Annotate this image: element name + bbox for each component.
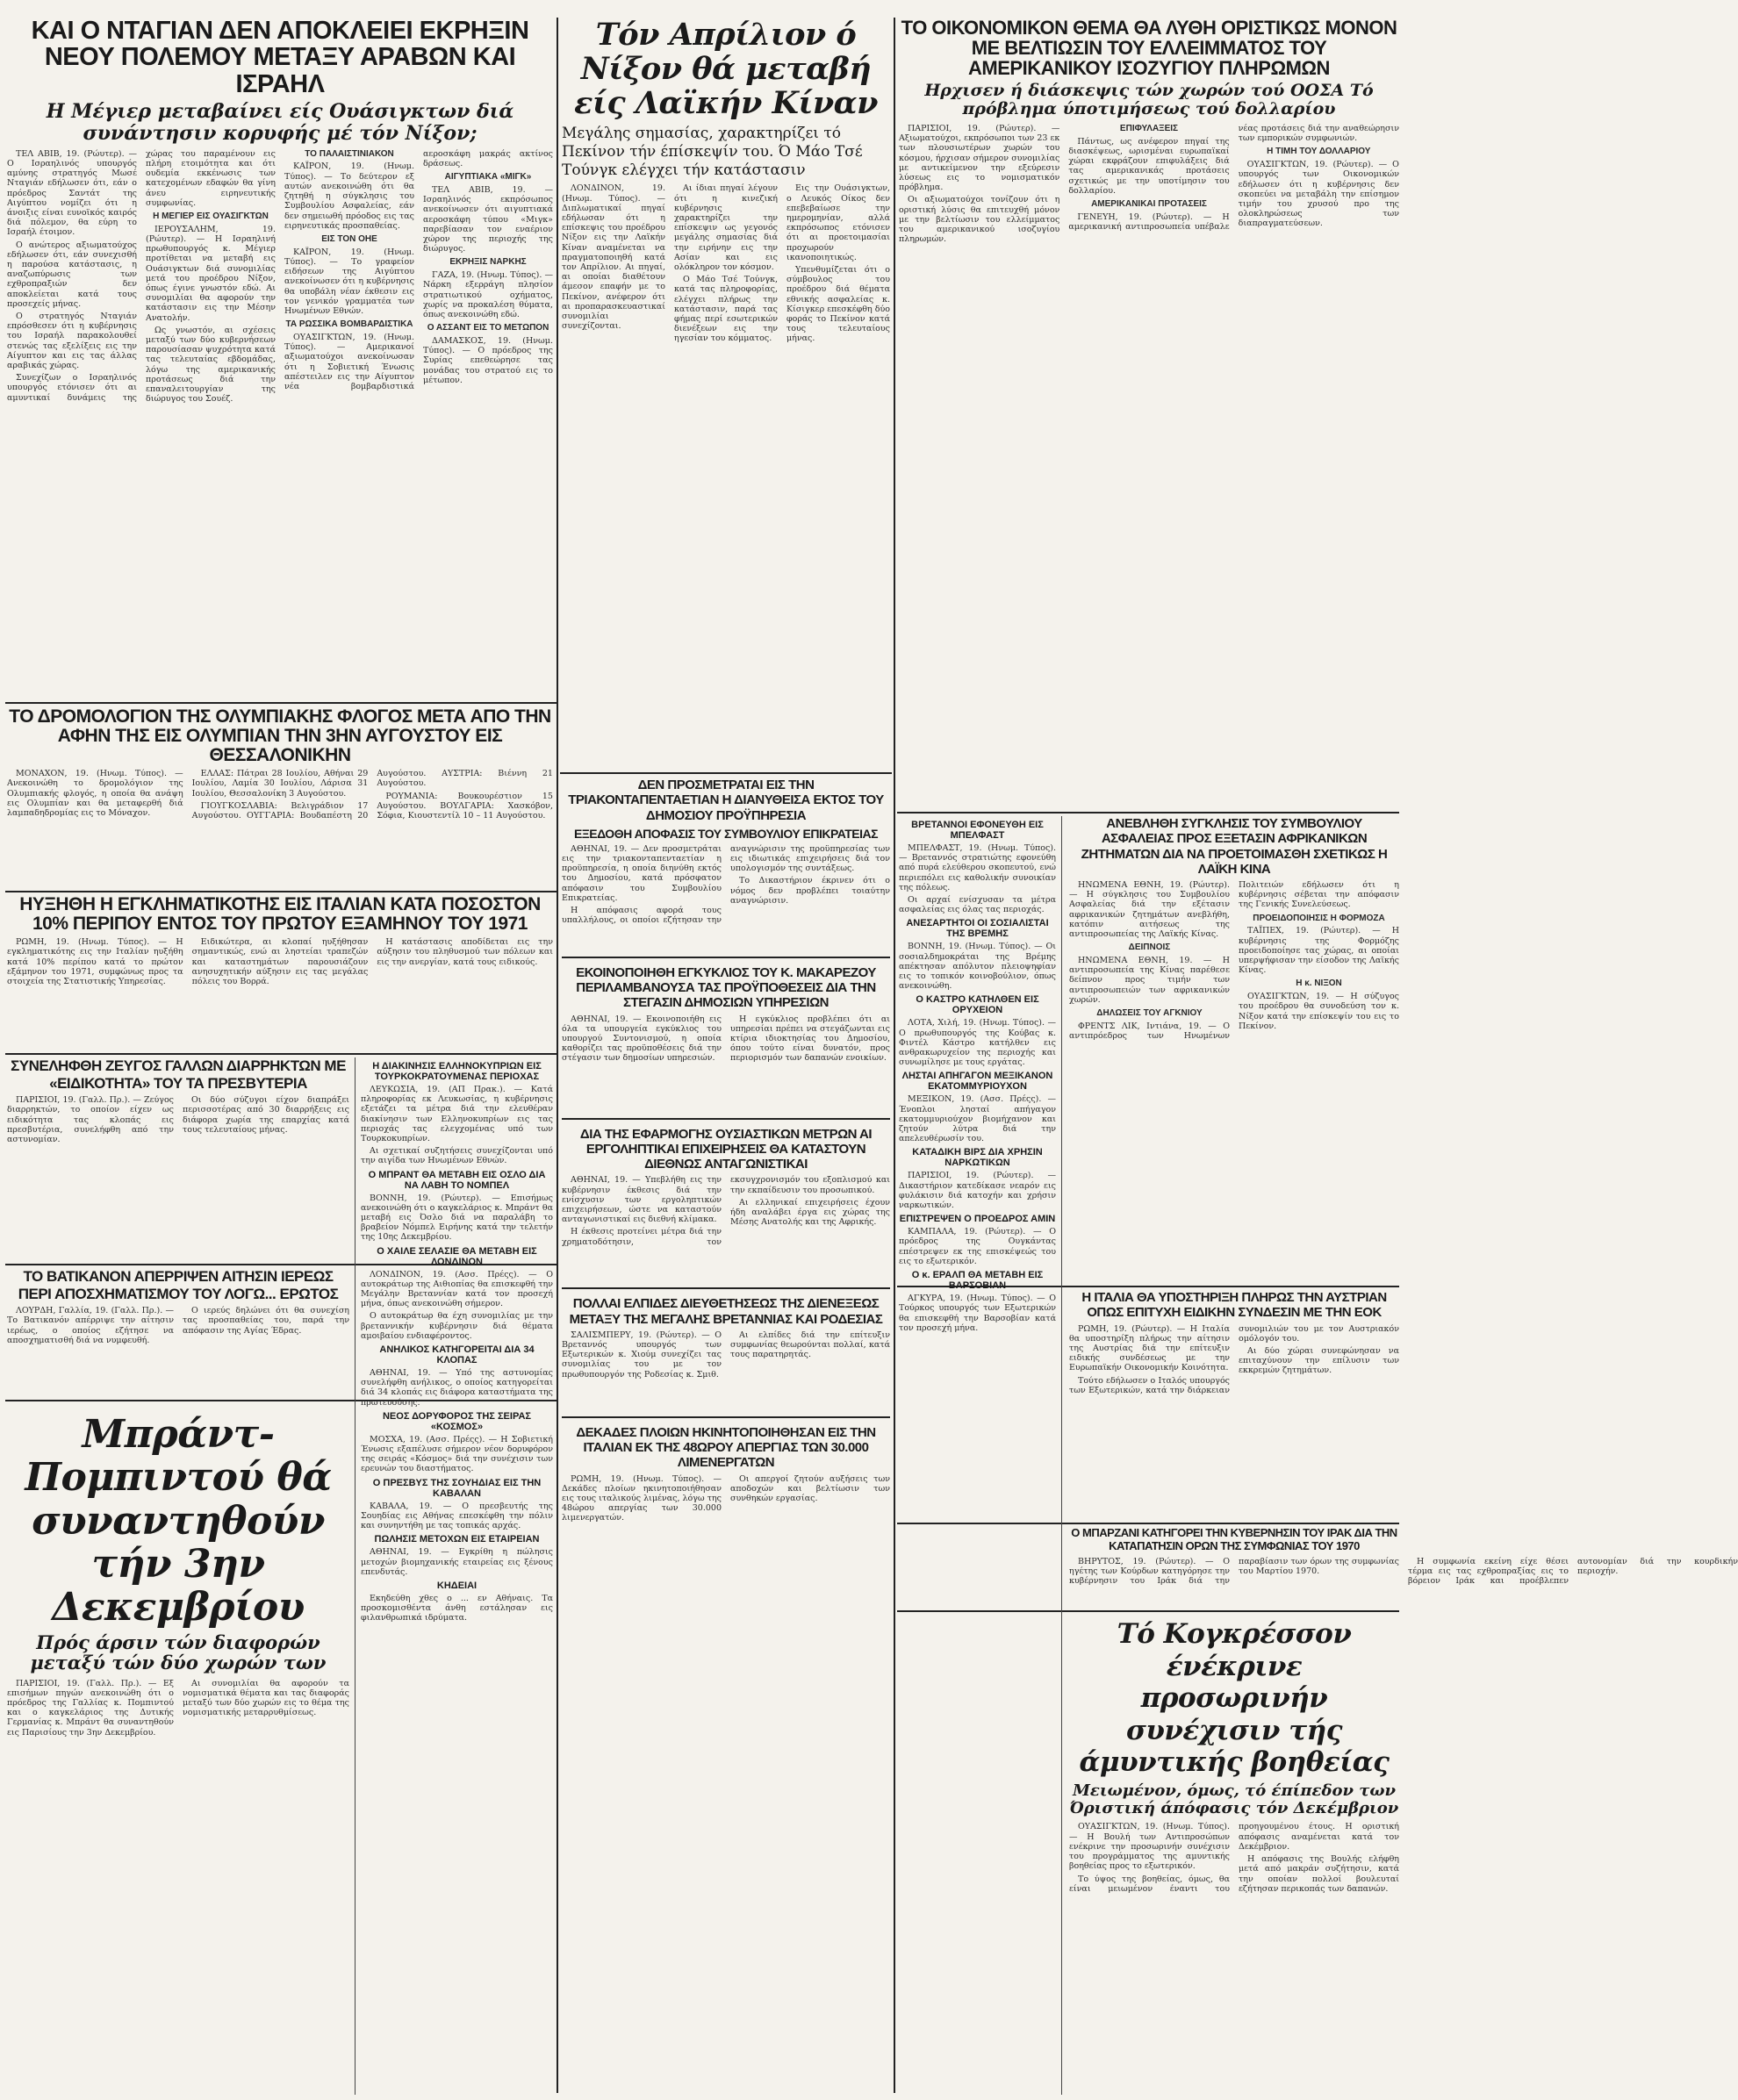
paragraph: Υπενθυμίζεται ότι ο σύμβουλος του προέδρου διά θέματα εθνικής ασφαλείας κ. Κίσιγκερ επεσκέφθη δύο φοράς το Πεκίνον κατά τους τελευταίους μήνας. [786, 264, 890, 344]
article-body [361, 1193, 553, 1243]
headline: ΣΥΝΕΛΗΦΘΗ ΖΕΥΓΟΣ ΓΑΛΛΩΝ ΔΙΑΡΡΗΚΤΩΝ ΜΕ «ΕΙΔΙΚΟΤΗΤΑ» ΤΟΥ ΤΑ ΠΡΕΣΒΥΤΕΡΙΑ [11, 1057, 346, 1092]
paragraph: Ο Μάο Τσέ Τούνγκ, κατά τας πληροφορίας, ελέγχει πλήρως την κατάστασιν, παρά τας φήμας περί εσωτερικών διενέξεων εις την ηγεσίαν του κόμματος. [674, 275, 778, 344]
headline: ΑΝΗΛΙΚΟΣ ΚΑΤΗΓΟΡΕΙΤΑΙ ΔΙΑ 34 ΚΛΟΠΑΣ [379, 1344, 535, 1366]
short-news-column [355, 1057, 553, 2095]
paragraph: ΚΑΪΡΟΝ, 19. (Ηνωμ. Τύπος). — Το δεύτερον εξ αυτών ανεκοινώθη ότι θα ζητηθή η σύγκλησις του Συμβουλίου Ασφαλείας, εάν δεν σημειωθή πρόοδος εις τας ειρηνευτικάς προσπαθείας. [284, 161, 414, 231]
paragraph: Πάντως, ως ανέφερον πηγαί της διασκέψεως, ωρισμέναι ευρωπαϊκαί χώραι εκφράζουν επιφυλάξεις διά τας αμερικανικάς προτάσεις σχετικώς με την υποτίμησιν του δολλαρίου. [1068, 136, 1230, 196]
paragraph: Οι απεργοί ζητούν αυξήσεις των αποδοχών και βελτίωσιν των συνθηκών εργασίας. [730, 1473, 890, 1503]
paragraph: ΡΩΜΗ, 19. (Ρώυτερ). — Η Ιταλία θα υποστηρίξη πλήρως την αίτησιν της Αυστρίας διά την επίτευξιν ειδικής συνδέσεως με την Ευρωπαϊκήν Οικονομικήν Κοινότητα. [1069, 1323, 1230, 1373]
paragraph: ΕΛΛΑΣ: Πάτραι 28 Ιουλίου, Αθήναι 29 Ιουλίου, Λαμία 30 Ιουλίου, Λάρισα 31 Ιουλίου, Θεσσαλονίκη 3 Αυγούστου. [191, 769, 369, 799]
article-body [899, 124, 1399, 791]
article-body [562, 844, 890, 950]
paragraph: ΛΟΤΑ, Χιλή, 19. (Ηνωμ. Τύπος). — Ο πρωθυπουργός της Κούβας κ. Φιντέλ Κάστρο κατήλθεν εις ανθρακωρυχείον της περιοχής και συνωμίλησε με τους εργάτας. [899, 1018, 1056, 1068]
paragraph: ΠΑΡΙΣΙΟΙ, 19. (Ρώυτερ). — Δικαστήριον κατεδίκασε νεαρόν εις φυλάκισιν διά κατοχήν και χρήσιν ναρκωτικών. [899, 1171, 1056, 1211]
paragraph: Αι δύο χώραι συνεφώνησαν να επιταχύνουν την επίλυσιν των εκκρεμών ζητημάτων. [1239, 1345, 1399, 1376]
article-italy-crime [7, 895, 553, 1050]
paragraph: Ως γνωστόν, αι σχέσεις μεταξύ των δύο κυβερνήσεων παρουσίασαν ψυχρότητα κατά τας τελευταίας εβδομάδας, λόγω της αμερικανικής προτάσεως διά την επαναλειτουργίαν της διώρυγος του Σουέζ. [146, 325, 276, 405]
inner-heading: ΔΗΛΩΣΕΙΣ ΤΟΥ ΑΓΚΝΙΟΥ [1096, 1008, 1203, 1019]
inner-heading: ΑΙΓΥΠΤΙΑΚΑ «ΜΙΓΚ» [444, 172, 532, 183]
paragraph: ΜΟΣΧΑ, 19. (Ασσ. Πρέςς). — Η Σοβιετική Ένωσις εξαπέλυσε σήμερον νέον δορυφόρον της σειράς «Κόσμος» διά την συνέχισιν των ερευνών του διαστήματος. [361, 1434, 553, 1474]
paragraph: ΑΘΗΝΑΙ, 19. — Δεν προσμετράται εις την τριακονταπενταετίαν η προϋπηρεσία, η οποία διηνύθη εκτός του Δημοσίου, κατά πρόσφατον απόφασιν του Συμβουλίου Επικρατείας. [562, 843, 722, 903]
paragraph: ΑΘΗΝΑΙ, 19. — Εγκρίθη η πώλησις μετοχών βιομηχανικής εταιρείας εις ξένους επενδυτάς. [361, 1547, 553, 1577]
paragraph: ΤΕΛ ΑΒΙΒ, 19. — Ισραηλινός εκπρόσωπος ανεκοίνωσεν ότι αιγυπτιακά αεροσκάφη τύπου «Μιγκ» παρεβίασαν τον εναέριον χώρον της περιοχής της διώρυγος. [423, 184, 553, 254]
article-body [899, 942, 1056, 991]
paragraph: ΑΘΗΝΑΙ, 19. — Υπό της αστυνομίας συνελήφθη ανήλικος, ο οποίος κατηγορείται διά 34 κλοπάς εις διάφορα καταστήματα της πρωτευούσης. [361, 1368, 553, 1408]
article-body [562, 1330, 890, 1409]
headline: ΒΡΕΤΑΝΝΟΙ ΕΦΟΝΕΥΘΗ ΕΙΣ ΜΠΕΛΦΑΣΤ [911, 820, 1044, 841]
headline: Τόν Απρίλιον ό Νίξον θά μεταβή είς Λαϊκήν Κίναν [574, 17, 878, 122]
article-body [899, 1094, 1056, 1143]
article-body [899, 843, 1056, 914]
paragraph: Η έκθεσις προτείνει μέτρα διά την χρηματοδότησιν, τον εκσυγχρονισμόν του εξοπλισμού και την εκπαίδευσιν του προσωπικού. [562, 1175, 890, 1247]
headline: ΕΠΙΣΤΡΕΨΕΝ Ο ΠΡΟΕΔΡΟΣ ΑΜΙΝ [899, 1214, 1056, 1225]
article-body [899, 1171, 1056, 1210]
headline: Ο ΧΑΙΛΕ ΣΕΛΑΣΙΕ ΘΑ ΜΕΤΑΒΗ ΕΙΣ ΛΟΝΔΙΝΟΝ [377, 1245, 537, 1267]
paragraph: ΟΥΑΣΙΓΚΤΩΝ, 19. (Ηνωμ. Τύπος). — Η Βουλή των Αντιπροσώπων ενέκρινε την προσωρινήν συνέχισιν του προγράμματος της αμυντικής βοηθείας προς το εξωτερικόν. [1069, 1822, 1230, 1872]
section-rule [5, 891, 557, 892]
inner-heading: ΔΕΙΠΝΟΙΣ [1128, 942, 1171, 953]
article-body [361, 1594, 553, 1623]
headline: ΔΕΚΑΔΕΣ ΠΛΟΙΩΝ ΗΚΙΝΗΤΟΠΟΙΗΘΗΣΑΝ ΕΙΣ ΤΗΝ ΙΤΑΛΙΑΝ ΕΚ ΤΗΣ 48ΩΡΟΥ ΑΠΕΡΓΙΑΣ ΤΩΝ 30.000 ΛΙΜΕΝΕΡΓΑΤΩΝ [576, 1424, 876, 1471]
paragraph: ΓΕΝΕΥΗ, 19. (Ρώυτερ). — Η αμερικανική αντιπροσωπεία υπέβαλε νέας προτάσεις διά την αναθεώρησιν των εμπορικών συμφωνιών. [1068, 124, 1399, 233]
article-brandt-pompidou [7, 1404, 349, 2095]
paragraph: ΦΡΕΝΤΣ ΛΙΚ, Ιντιάνα, 19. — Ο αντιπρόεδρος των Ηνωμένων Πολιτειών εδήλωσεν ότι η κυβέρνησις σέβεται την απόφασιν της Γενικής Συνελεύσεως. [1069, 880, 1399, 1042]
article-body [899, 1018, 1056, 1067]
article-dayan-war [7, 18, 553, 699]
paragraph: Αι ελληνικαί επιχειρήσεις έχουν ήδη αναλάβει έργα εις χώρας της Μέσης Ανατολής και της Αφρικής. [730, 1197, 890, 1228]
paragraph: ΜΕΞΙΚΟΝ, 19. (Ασσ. Πρέςς). — Ένοπλοι λησταί απήγαγον εκατομμυριούχον βιομήχανον και ζητούν λύτρα διά την απελευθέρωσίν του. [899, 1094, 1056, 1144]
subheadline: Μειωμένον, όμως, τό έπίπεδον των Όριστική άπόφασις τόν Δεκέμβριον [1069, 1781, 1399, 1817]
short-news-column-right [899, 816, 1062, 2095]
paragraph: Αι συνομιλίαι θα αφορούν τα νομισματικά θέματα και τας διαφοράς μεταξύ των δύο χωρών εις το θέμα της νομισματικής μεταρρυθμίσεως. [183, 1678, 349, 1718]
headline: Ο ΠΡΕΣΒΥΣ ΤΗΣ ΣΟΥΗΔΙΑΣ ΕΙΣ ΤΗΝ ΚΑΒΑΛΑΝ [372, 1477, 542, 1499]
paragraph: Η συμφωνία εκείνη είχε θέσει τέρμα εις τας εχθροπραξίας εις το βόρειον Ιράκ και προέβλεπεν αυτονομίαν διά την κουρδικήν περιοχήν. [1408, 1556, 1738, 1587]
paragraph: ΤΕΛ ΑΒΙΒ, 19. (Ρώυτερ). — Ο Ισραηλινός υπουργός αμύνης στρατηγός Μωσέ Νταγιάν εδήλωσεν ότι, εάν ο πρόεδρος Σαντάτ της Αιγύπτου νομίζει ότι η άνοιξις είναι ευνοϊκός καιρός διά πόλεμον, θα εύρη το Ισραήλ έτοιμον. [7, 148, 137, 238]
paragraph: ΡΟΥΜΑΝΙΑ: Βουκουρέστιον 15 Αυγούστου. ΒΟΥΛΓΑΡΙΑ: Χασκόβον, Σόφια, Κιουστεντίλ 10 – 11 Αυγούστου. [377, 791, 553, 821]
paragraph: ΜΠΕΛΦΑΣΤ, 19. (Ηνωμ. Τύπος). — Βρεταννός στρατιώτης εφονεύθη από πυρά ελεύθερου σκοπευτού, ενώ περιεπόλει εις καθολικήν συνοικίαν της πόλεως. [899, 843, 1056, 892]
paragraph: ΗΝΩΜΕΝΑ ΕΘΝΗ, 19. — Η αντιπροσωπεία της Κίνας παρέθεσε δείπνον προς τιμήν των αντιπροσωπειών των αφρικανικών χωρών. [1069, 956, 1230, 1005]
headline: Ο ΚΑΣΤΡΟ ΚΑΤΗΛΘΕΝ ΕΙΣ ΟΡΥΧΕΙΟΝ [916, 994, 1039, 1016]
headline: ΤΟ ΟΙΚΟΝΟΜΙΚΟΝ ΘΕΜΑ ΘΑ ΛΥΘΗ ΟΡΙΣΤΙΚΩΣ ΜΟΝΟΝ ΜΕ ΒΕΛΤΙΩΣΙΝ ΤΟΥ ΕΛΛΕΙΜΜΑΤΟΣ ΤΟΥ ΑΜΕΡΙΚΑΝΙΚΟΥ ΙΣΟΖΥΓΙΟΥ ΠΛΗΡΩΜΩΝ [901, 17, 1397, 80]
headline: ΠΟΛΛΑΙ ΕΛΠΙΔΕΣ ΔΙΕΥΘΕΤΗΣΕΩΣ ΤΗΣ ΔΙΕΝΕΞΕΩΣ ΜΕΤΑΞΥ ΤΗΣ ΜΕΓΑΛΗΣ ΒΡΕΤΑΝΝΙΑΣ ΚΑΙ ΡΟΔΕΣΙΑΣ [569, 1296, 883, 1327]
inner-heading: Η κ. ΝΙΞΟΝ [1296, 978, 1342, 989]
inner-heading: Ο ΑΣΣΑΝΤ ΕΙΣ ΤΟ ΜΕΤΩΠΟΝ [427, 323, 549, 333]
article-body [361, 1435, 553, 1474]
article-body [361, 1368, 553, 1408]
subheadline: Πρός άρσιν τών διαφορών μεταξύ τών δύο χωρών των [30, 1631, 327, 1674]
paragraph: ΚΑΜΠΑΛΑ, 19. (Ρώυτερ). — Ο πρόεδρος της Ουγκάντας επέστρεψεν εκ της επισκέψεώς του εις το εξωτερικόν. [899, 1227, 1056, 1266]
headline: ΛΗΣΤΑΙ ΑΠΗΓΑΓΟΝ ΜΕΞΙΚΑΝΟΝ ΕΚΑΤΟΜΜΥΡΙΟΥΧΟΝ [901, 1071, 1053, 1093]
paragraph: ΚΑΪΡΟΝ, 19. (Ηνωμ. Τύπος). — Το γραφείον ειδήσεων της Αιγύπτου ανεκοίνωσεν ότι η κυβέρνησις θα υποβάλη νέαν έκθεσιν εις τον γενικόν γραμματέα των Ηνωμένων Εθνών. [284, 247, 414, 316]
article-body [361, 1502, 553, 1531]
paragraph: ΒΟΝΝΗ, 19. (Ηνωμ. Τύπος). — Οι σοσιαλδημοκράται της Βρέμης απέκτησαν απόλυτον πλειοψηφίαν εις το τοπικόν κοινοβούλιον, όπως ανεκοινώθη. [899, 942, 1056, 992]
section-rule [5, 1053, 557, 1055]
paragraph: Ο αυτοκράτωρ θα έχη συνομιλίας με την βρεταννικήν κυβέρνησιν διά θέματα αμοιβαίου ενδιαφέροντος. [361, 1311, 553, 1341]
paragraph: Εις την Ουάσιγκτων, ο Λευκός Οίκος δεν επεβεβαίωσε την ημερομηνίαν, αλλά εκπρόσωπος ετόνισεν ότι αι προετοιμασίαι προχωρούν ικανοποιητικώς. [786, 183, 890, 262]
headline: ΤΟ ΔΡΟΜΟΛΟΓΙΟΝ ΤΗΣ ΟΛΥΜΠΙΑΚΗΣ ΦΛΟΓΟΣ ΜΕΤΑ ΑΠΟ ΤΗΝ ΑΦΗΝ ΤΗΣ ΕΙΣ ΟΛΥΜΠΙΑΝ ΤΗΝ 3ΗΝ ΑΥΓΟΥΣΤΟΥ ΕΙΣ ΘΕΣΣΑΛΟΝΙΚΗΝ [9, 706, 551, 766]
article-body [562, 1014, 890, 1111]
paragraph: ΤΑΪΠΕΧ, 19. (Ρώυτερ). — Η κυβέρνησις της Φορμόζης προειδοποίησε τας χώρας, αι οποίαι υπερψήφισαν την είσοδον της Λαϊκής Κίνας. [1239, 926, 1399, 976]
paragraph: ΚΑΒΑΛΑ, 19. — Ο πρεσβευτής της Σουηδίας εις Αθήνας επεσκέφθη την πόλιν και συνηντήθη με τας τοπικάς αρχάς. [361, 1501, 553, 1531]
paragraph: ΛΕΥΚΩΣΙΑ, 19. (ΑΠ Πρακ.). — Κατά πληροφορίας εκ Λευκωσίας, η κυβέρνησις εξετάζει τα μέτρα διά την ελευθέραν διακίνησιν των Ελληνοκυπρίων εις τας περιοχάς τας ελεγχομένας υπό των Τουρκοκυπρίων. [361, 1085, 553, 1144]
paragraph: ΛΟΝΔΙΝΟΝ, 19. (Ασσ. Πρέςς). — Ο αυτοκράτωρ της Αιθιοπίας θα επισκεφθή την Μεγάλην Βρεταννίαν κατά τον προσεχή μήνα, όπως ανεκοινώθη σήμερον. [361, 1269, 553, 1309]
subheadline: ΕΞΕΔΟΘΗ ΑΠΟΦΑΣΙΣ ΤΟΥ ΣΥΜΒΟΥΛΙΟΥ ΕΠΙΚΡΑΤΕΙΑΣ [573, 826, 879, 841]
headline: Ο ΜΠΑΡΖΑΝΙ ΚΑΤΗΓΟΡΕΙ ΤΗΝ ΚΥΒΕΡΝΗΣΙΝ ΤΟΥ ΙΡΑΚ ΔΙΑ ΤΗΝ ΚΑΤΑΠΑΤΗΣΙΝ ΟΡΩΝ ΤΗΣ ΣΥΜΦΩΝΙΑΣ ΤΟΥ 1970 [1071, 1526, 1397, 1552]
paragraph: Ο ιερεύς δηλώνει ότι θα συνεχίση τας προσπαθείας του, παρά την απόφασιν της Αγίας Έδρας. [183, 1306, 349, 1336]
headline: ΚΑΙ Ο ΝΤΑΓΙΑΝ ΔΕΝ ΑΠΟΚΛΕΙΕΙ ΕΚΡΗΞΙΝ ΝΕΟΥ ΠΟΛΕΜΟΥ ΜΕΤΑΞΥ ΑΡΑΒΩΝ ΚΑΙ ΙΣΡΑΗΛ [31, 17, 529, 98]
paragraph: ΠΑΡΙΣΙΟΙ, 19. (Ρώυτερ). — Αξιωματούχοι, εκπρόσωποι των 23 εκ των πλουσιωτέρων χωρών του κόσμου, ήρχισαν σήμερον συνομιλίας με αντικείμενον την εξεύρεσιν λύσεως εις το νομισματικόν πρόβλημα. [899, 124, 1060, 193]
paragraph: ΠΑΡΙΣΙΟΙ, 19. (Γαλλ. Πρ.). — Εξ επισήμων πηγών ανεκοινώθη ότι ο πρόεδρος της Γαλλίας κ. Πομπιντού και ο καγκελάριος της Δυτικής Γερμανίας κ. Μπράντ θα συναντηθούν εις Παρισίους την 3ην Δεκεμβρίου. [7, 1678, 174, 1738]
article-economic-issue [899, 18, 1399, 807]
column-rule [557, 18, 558, 2093]
middle-column-stories [562, 778, 890, 2095]
paragraph: Συνεχίζων ο Ισραηλινός υπουργός ετόνισεν ότι αι αμυντικαί δυνάμεις της χώρας του παραμένουν εις πλήρη ετοιμότητα και ότι ουδεμία εκκένωσις των κατεχομένων εδαφών θα γίνη άνευ ειρηνευτικής συμφωνίας. [7, 148, 276, 403]
inner-heading: Η ΤΙΜΗ ΤΟΥ ΔΟΛΛΑΡΙΟΥ [1267, 147, 1371, 157]
paragraph: ΑΘΗΝΑΙ, 19. — Υπεβλήθη εις την κυβέρνησιν έκθεσις διά την ενίσχυσιν των εργοληπτικών επιχειρήσεων, ώστε να καταστούν ανταγωνιστικαί εις διεθνή κλίμακα. [562, 1175, 722, 1225]
column-rule [894, 18, 895, 2093]
inner-heading: ΤΟ ΠΑΛΑΙΣΤΙΝΙΑΚΟΝ [305, 148, 394, 159]
article-vatican-priest [7, 1268, 349, 1396]
article-body [562, 1175, 890, 1280]
paragraph: ΜΟΝΑΧΟΝ, 19. (Ηνωμ. Τύπος). — Ανεκοινώθη το δρομολόγιον της Ολυμπιακής φλογός, η οποία θα ανάψη εις Ολυμπίαν και θα μεταφερθή διά λαμπαδηδρομίας εις το Μόναχον. [7, 769, 183, 818]
paragraph: ΑΓΚΥΡΑ, 19. (Ηνωμ. Τύπος). — Ο Τούρκος υπουργός των Εξωτερικών θα επισκεφθή την Βαρσοβίαν κατά τον προσεχή μήνα. [899, 1294, 1056, 1333]
paragraph: Αι σχετικαί συζητήσεις συνεχίζονται υπό την αιγίδα των Ηνωμένων Εθνών. [361, 1146, 553, 1166]
lead-text: Μεγάλης σημασίας, χαρακτηρίζει τό Πεκίνον τήν έπίσκεψίν του. Ό Μάο Τσέ Τούνγκ ελέγχει τήν κατάστασιν [562, 124, 863, 180]
headline: ΔΙΑ ΤΗΣ ΕΦΑΡΜΟΓΗΣ ΟΥΣΙΑΣΤΙΚΩΝ ΜΕΤΡΩΝ ΑΙ ΕΡΓΟΛΗΠΤΙΚΑΙ ΕΠΙΧΕΙΡΗΣΕΙΣ ΘΑ ΚΑΤΑΣΤΟΥΝ ΔΙΕΘΝΩΣ ΑΝΤΑΓΩΝΙΣΤΙΚΑΙ [579, 1126, 873, 1172]
paragraph: ΓΑΖΑ, 19. (Ηνωμ. Τύπος). — Νάρκη εξερράγη πλησίον στρατιωτικού οχήματος, χωρίς να προκαλέση θύματα, όπως ανεκοινώθη εδώ. [423, 270, 553, 319]
article-body [7, 1095, 349, 1227]
article-olympic-flame [7, 707, 553, 887]
paragraph: ΛΟΝΔΙΝΟΝ, 19. (Ηνωμ. Τύπος). — Διπλωματικαί πηγαί εδήλωσαν ότι η επίσκεψις του προέδρου Νίξον εις την Λαϊκήν Κίναν αναμένεται να πραγματοποιηθή κατά τον Απρίλιον. Αι πηγαί, αι οποίαι διαθέτουν άμεσον επαφήν με το Πεκίνον, ανέφερον ότι αι προπαρασκευαστικαί συνομιλίαι συνεχίζονται. [562, 183, 665, 332]
headline: ΠΩΛΗΣΙΣ ΜΕΤΟΧΩΝ ΕΙΣ ΕΤΑΙΡΕΙΑΝ [374, 1534, 540, 1545]
subheadline: Η Μέγιερ μεταβαίνει είς Ουάσιγκτων διά συνάντησιν κορυφής μέ τόν Νίξον; [46, 100, 514, 145]
article-body [7, 1679, 349, 2065]
headline: ΔΕΝ ΠΡΟΣΜΕΤΡΑΤΑΙ ΕΙΣ ΤΗΝ ΤΡΙΑΚΟΝΤΑΠΕΝΤΑΕΤΙΑΝ Η ΔΙΑΝΥΘΕΙΣΑ ΕΚΤΟΣ ΤΟΥ ΔΗΜΟΣΙΟΥ ΠΡΟΫΠΗΡΕΣΙΑ [568, 778, 884, 823]
paragraph: Ο στρατηγός Νταγιάν επρόσθεσεν ότι η κυβέρνησις του Ισραήλ παρακολουθεί στενώς τας εξελίξεις εις την Αίγυπτον και εις τας άλλας αραβικάς χώρας. [7, 311, 137, 370]
article-body [361, 1085, 553, 1166]
article-body [899, 1294, 1056, 1333]
inner-heading: ΕΙΣ ΤΟΝ ΟΗΕ [321, 233, 377, 244]
paragraph: ΑΘΗΝΑΙ, 19. — Εκοινοποιήθη εις όλα τα υπουργεία εγκύκλιος του υπουργού Συντονισμού, η οποία καθορίζει τας προϋποθέσεις διά την στέγασιν των δημοσίων υπηρεσιών. [562, 1014, 722, 1064]
headline: Ο ΜΠΡΑΝΤ ΘΑ ΜΕΤΑΒΗ ΕΙΣ ΟΣΛΟ ΔΙΑ ΝΑ ΛΑΒΗ ΤΟ ΝΟΜΠΕΛ [368, 1169, 546, 1191]
inner-heading: ΠΡΟΕΙΔΟΠΟΙΗΣΙΣ Η ΦΟΡΜΟΖΑ [1253, 913, 1385, 923]
paragraph: Η απόφασις της Βουλής ελήφθη μετά από μακράν συζήτησιν, κατά την οποίαν πολλοί βουλευταί εζήτησαν περικοπάς των δαπανών. [1239, 1854, 1399, 1894]
headline: ΚΗΔΕΙΑΙ [436, 1580, 478, 1591]
paragraph: ΛΟΥΡΔΗ, Γαλλία, 19. (Γαλλ. Πρ.). — Το Βατικανόν απέρριψε την αίτησιν ιερέως, ο οποίος εζήτησε να αποσχηματισθή διά να νυμφευθή. [7, 1306, 174, 1345]
paragraph: Οι αξιωματούχοι τονίζουν ότι η οριστική λύσις θα επιτευχθή μόνον με την βελτίωσιν του ελλείμματος του αμερικανικού ισοζυγίου πληρωμών. [899, 195, 1060, 245]
inner-heading: ΕΠΙΦΥΛΑΞΕΙΣ [1119, 124, 1179, 134]
headline: Η ΙΤΑΛΙΑ ΘΑ ΥΠΟΣΤΗΡΙΞΗ ΠΛΗΡΩΣ ΤΗΝ ΑΥΣΤΡΙΑΝ ΟΠΩΣ ΕΠΙΤΥΧΗ ΕΙΔΙΚΗΝ ΣΥΝΔΕΣΙΝ ΜΕ ΤΗΝ ΕΟΚ [1081, 1290, 1387, 1321]
article-body [7, 937, 553, 1007]
paragraph: Το ύψος της βοηθείας, όμως, θα είναι μειωμένον έναντι του προηγουμένου έτους. Η οριστική απόφασις αναμένεται κατά τον Δεκέμβριον. [1069, 1822, 1399, 1894]
headline: ΤΟ ΒΑΤΙΚΑΝΟΝ ΑΠΕΡΡΙΨΕΝ ΑΙΤΗΣΙΝ ΙΕΡΕΩΣ ΠΕΡΙ ΑΠΟΣΧΗΜΑΤΙΣΜΟΥ ΤΟΥ ΛΟΓΩ... ΕΡΩΤΟΣ [18, 1268, 339, 1302]
paragraph: Ειδικώτερα, αι κλοπαί ηυξήθησαν σημαντικώς, ενώ αι ληστείαι τραπεζών και καταστημάτων παρουσιάζουν ανησυχητικήν αύξησιν εις τας μεγάλας πόλεις του Βορρά. [191, 937, 369, 986]
headline: ΝΕΟΣ ΔΟΡΥΦΟΡΟΣ ΤΗΣ ΣΕΙΡΑΣ «ΚΟΣΜΟΣ» [382, 1410, 532, 1432]
article-body [1069, 880, 1399, 1266]
paragraph: ΡΩΜΗ, 19. (Ηνωμ. Τύπος). — Δεκάδες πλοίων ηκινητοποιήθησαν εις τους ιταλικούς λιμένας, λόγω της 48ώρου απεργίας των 30.000 λιμενεργατών. [562, 1473, 722, 1523]
headline: ΑΝΕΣΑΡΤΗΤΟΙ ΟΙ ΣΟΣΙΑΛΙΣΤΑΙ ΤΗΣ ΒΡΕΜΗΣ [906, 918, 1049, 940]
paragraph: ΗΝΩΜΕΝΑ ΕΘΝΗ, 19. (Ρώυτερ). — Η σύγκλησις του Συμβουλίου Ασφαλείας διά την εξέτασιν αφρικανικών ζητημάτων ανεβλήθη, κατόπιν αιτήσεως της αντιπροσωπείας της Λαϊκής Κίνας. [1069, 880, 1230, 940]
article-congress-aid [1069, 1615, 1399, 2095]
article-nixon-china [562, 18, 890, 769]
article-body [1069, 1324, 1399, 1491]
section-rule [562, 1287, 890, 1289]
paragraph: Αι ίδιαι πηγαί λέγουν ότι η κινεζική κυβέρνησις χαρακτηρίζει την επίσκεψιν ως γεγονός μεγάλης σημασίας διά την ειρήνην εις την Ασίαν και εις ολόκληρον τον κόσμον. [674, 183, 778, 272]
paragraph: ΒΗΡΥΤΟΣ, 19. (Ρώυτερ). — Ο ηγέτης των Κούρδων κατηγόρησε την κυβέρνησιν του Ιράκ διά την παραβίασιν των όρων της συμφωνίας του Μαρτίου 1970. [1069, 1556, 1399, 1587]
headline: ΚΑΤΑΔΙΚΗ ΒΙΡΣ ΔΙΑ ΧΡΗΣΙΝ ΝΑΡΚΩΤΙΚΩΝ [912, 1147, 1043, 1169]
headline: Η ΔΙΑΚΙΝΗΣΙΣ ΕΛΛΗΝΟΚΥΠΡΙΩΝ ΕΙΣ ΤΟΥΡΚΟΚΡΑΤΟΥΜΕΝΑΣ ΠΕΡΙΟΧΑΣ [372, 1061, 542, 1082]
paragraph: Η εγκύκλιος προβλέπει ότι αι υπηρεσίαι πρέπει να στεγάζωνται εις κτίρια ιδιοκτησίας του Δημοσίου, όπου τούτο είναι δυνατόν, προς περιορισμόν των δαπανών ενοικίων. [730, 1014, 890, 1064]
article-body [7, 769, 553, 856]
paragraph: ΒΟΝΝΗ, 19. (Ρώυτερ). — Επισήμως ανεκοινώθη ότι ο καγκελάριος κ. Μπράντ θα μεταβή εις Όσλο διά να παραλάβη το βραβείον Νόμπελ Ειρήνης κατά την τελετήν της 10ης Δεκεμβρίου. [361, 1193, 553, 1243]
paragraph: ΣΑΛΙΣΜΠΕΡΥ, 19. (Ρώυτερ). — Ο Βρεταννός υπουργός των Εξωτερικών κ. Χιούμ συνεχίζει τας συνομιλίας του με τον πρωθυπουργόν της Ροδεσίας κ. Σμιθ. [562, 1330, 722, 1380]
article-barzani-iraq [1069, 1526, 1738, 1606]
article-body [562, 1474, 890, 1553]
paragraph: Η απόφασις αφορά τους υπαλλήλους, οι οποίοι εζήτησαν την αναγνώρισιν της προϋπηρεσίας των εις ιδιωτικάς επιχειρήσεις διά τον υπολογισμόν της συντάξεως. [562, 843, 890, 926]
article-body [7, 149, 553, 711]
article-italy-austria [1069, 1290, 1399, 1518]
paragraph: ΟΥΑΣΙΓΚΤΩΝ, 19. (Ρώυτερ). — Ο υπουργός των Οικονομικών εδήλωσεν ότι η κυβέρνησις δεν σκοπεύει να μεταβάλη την επίσημον τιμήν του χρυσού προ της ολοκληρώσεως των διαπραγματεύσεων. [1238, 160, 1399, 229]
headline: Μπράντ-Πομπιντού θά συναντηθούν τήν 3ην Δεκεμβρίου [25, 1412, 332, 1631]
section-rule [560, 772, 892, 774]
paragraph: ΡΩΜΗ, 19. (Ηνωμ. Τύπος). — Η εγκληματικότης εις την Ιταλίαν ηυξήθη κατά 10% περίπου κατά το πρώτον εξάμηνον του 1971, συμφώνως προς τα στοιχεία της Στατιστικής Υπηρεσίας. [7, 937, 183, 986]
headline: Τό Κογκρέσσον ένέκρινε προσωρινήν συνέχισιν τής άμυντικής βοηθείας [1079, 1618, 1390, 1779]
paragraph: Οι αρχαί ενίσχυσαν τα μέτρα ασφαλείας εις όλας τας περιοχάς. [899, 895, 1056, 915]
paragraph: ΟΥΑΣΙΓΚΤΩΝ, 19. — Η σύζυγος του προέδρου θα συνοδεύση τον κ. Νίξον κατά την επίσκεψίν του εις το Πεκίνον. [1239, 992, 1399, 1031]
headline: ΑΝΕΒΛΗΘΗ ΣΥΓΚΛΗΣΙΣ ΤΟΥ ΣΥΜΒΟΥΛΙΟΥ ΑΣΦΑΛΕΙΑΣ ΠΡΟΣ ΕΞΕΤΑΣΙΝ ΑΦΡΙΚΑΝΙΚΩΝ ΖΗΤΗΜΑΤΩΝ ΔΙΑ ΝΑ ΠΡΟΕΤΟΙΜΑΣΘΗ ΣΧΕΤΙΚΩΣ Η ΛΑΪΚΗ ΚΙΝΑ [1081, 816, 1388, 877]
headline: ΕΚΟΙΝΟΠΟΙΗΘΗ ΕΓΚΥΚΛΙΟΣ ΤΟΥ Κ. ΜΑΚΑΡΕΖΟΥ ΠΕΡΙΛΑΜΒΑΝΟΥΣΑ ΤΑΣ ΠΡΟΫΠΟΘΕΣΕΙΣ ΔΙΑ ΤΗΝ ΣΤΕΓΑΣΙΝ ΔΗΜΟΣΙΩΝ ΥΠΗΡΕΣΙΩΝ [576, 964, 876, 1011]
paragraph: Το Δικαστήριον έκρινεν ότι ο νόμος δεν προβλέπει τοιαύτην αναγνώρισιν. [730, 876, 890, 906]
paragraph: Η κατάστασις αποδίδεται εις την αύξησιν του πληθυσμού των πόλεων και εις την ανεργίαν, κατά τους ειδικούς. [377, 937, 553, 967]
article-body [1069, 1556, 1738, 1592]
headline: ΗΥΞΗΘΗ Η ΕΓΚΛΗΜΑΤΙΚΟΤΗΣ ΕΙΣ ΙΤΑΛΙΑΝ ΚΑΤΑ ΠΟΣΟΣΤΟΝ 10% ΠΕΡΙΠΟΥ ΕΝΤΟΣ ΤΟΥ ΠΡΩΤΟΥ ΕΞΑΜΗΝΟΥ ΤΟΥ 1971 [19, 894, 541, 935]
subheadline: Ηρχισεν ή διάσκεψις τών χωρών τού ΟΟΣΑ Τό πρόβλημα ύποτιμήσεως τού δολλαρίου [924, 81, 1374, 119]
section-rule [897, 812, 1399, 813]
article-security-council [1069, 816, 1399, 1281]
paragraph: Αι ελπίδες διά την επίτευξιν συμφωνίας θεωρούνται πολλαί, κατά τους παρατηρητάς. [730, 1330, 890, 1360]
headline: Ο κ. ΕΡΑΛΠ ΘΑ ΜΕΤΑΒΗ ΕΙΣ ΒΑΡΣΟΒΙΑΝ [911, 1270, 1044, 1292]
paragraph: Οι δύο σύζυγοι είχον διαπράξει περισσοτέρας από 30 διαρρήξεις εις διάφορα χωρία της επαρχίας κατά τους τελευταίους μήνας. [183, 1095, 349, 1135]
article-body [7, 1306, 349, 1376]
article-body [1069, 1822, 1399, 2015]
paragraph: ΙΕΡΟΥΣΑΛΗΜ, 19. (Ρώυτερ). — Η Ισραηλινή πρωθυπουργός κ. Μέγιερ προτίθεται να μεταβή εις Ουάσιγκτων διά συνομιλίας μετά του προέδρου Νίξον, όπως έγινε γνωστόν εδώ. Αι συνομιλίαι θα αφορούν την κατάστασιν εις την Μέσην Ανατολήν. [146, 224, 276, 323]
inner-heading: ΕΚΡΗΞΙΣ ΝΑΡΚΗΣ [449, 257, 527, 268]
section-rule [562, 1416, 890, 1418]
article-body [361, 1270, 553, 1341]
paragraph: ΟΥΑΣΙΓΚΤΩΝ, 19. (Ηνωμ. Τύπος). — Αμερικανοί αξιωματούχοι ανεκοίνωσαν ότι η Σοβιετική Ένωσις απέστειλεν εις την Αίγυπτον νέα βομβαρδιστικά αεροσκάφη μακράς ακτίνος δράσεως. [284, 148, 553, 391]
inner-heading: ΤΑ ΡΩΣΣΙΚΑ ΒΟΜΒΑΡΔΙΣΤΙΚΑ [285, 319, 413, 330]
inner-heading: Η ΜΕΓΙΕΡ ΕΙΣ ΟΥΑΣΙΓΚΤΩΝ [153, 211, 269, 221]
article-body [562, 183, 890, 727]
paragraph: ΓΙΟΥΓΚΟΣΛΑΒΙΑ: Βελιγράδιον 17 Αυγούστου. ΟΥΓΓΑΡΙΑ: Βουδαπέστη 20 Αυγούστου. ΑΥΣΤΡΙΑ: Βιέννη 21 Αυγούστου. [191, 769, 553, 821]
section-rule [562, 1118, 890, 1120]
article-body [361, 1547, 553, 1577]
inner-heading: ΑΜΕΡΙΚΑΝΙΚΑΙ ΠΡΟΤΑΣΕΙΣ [1091, 199, 1207, 210]
paragraph: ΔΑΜΑΣΚΟΣ, 19. (Ηνωμ. Τύπος). — Ο πρόεδρος της Συρίας επεθεώρησε τας μονάδας του στρατού εις το μέτωπον. [423, 335, 553, 385]
paragraph: ΠΑΡΙΣΙΟΙ, 19. (Γαλλ. Πρ.). — Ζεύγος διαρρηκτών, το οποίον είχεν ως ειδικότητα τας κλοπάς εις πρεσβυτέρια, συνελήφθη από την αστυνομίαν. [7, 1095, 174, 1144]
article-body [899, 1227, 1056, 1266]
section-rule [562, 957, 890, 958]
paragraph: Τούτο εδήλωσεν ο Ιταλός υπουργός των Εξωτερικών, κατά την διάρκειαν συνομιλιών του με τον Αυστριακόν ομόλογόν του. [1069, 1323, 1399, 1395]
paragraph: Ο ανώτερος αξιωματούχος εδήλωσεν ότι, εάν συνεχισθή η παρούσα κατάστασις, η αναζωπύρωσις των εχθροπραξιών δεν αποκλείεται κατά τους προσεχείς μήνας. [7, 240, 137, 309]
article-french-burglars [7, 1057, 349, 1259]
paragraph: Εκηδεύθη χθες ο ... εν Αθήναις. Τα προσκομισθέντα άνθη εστάλησαν εις φιλανθρωπικά ιδρύματα. [361, 1593, 553, 1623]
